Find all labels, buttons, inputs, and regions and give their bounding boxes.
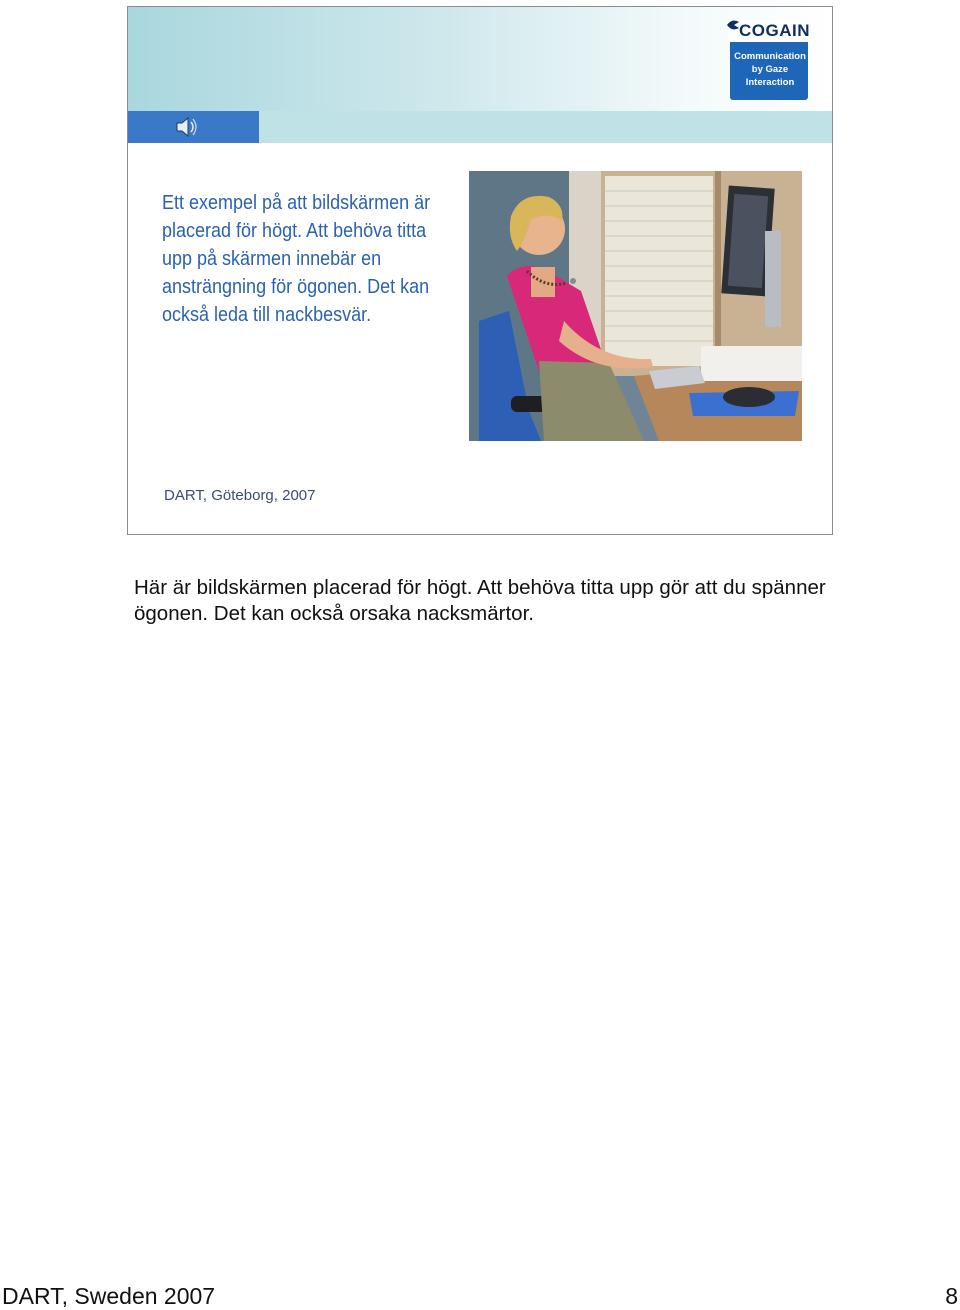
slide-body-text: Ett exempel på att bildskärmen är placerad för högt. Att behöva titta upp på skärmen innebär en ansträngning för ögonen. Det kan också leda till nackbesvär. [162, 192, 431, 326]
page-number: 8 [945, 1283, 958, 1309]
cogain-logo [725, 16, 811, 98]
speaker-notes: Här är bildskärmen placerad för högt. Att behöva titta upp gör att du spänner ögonen. Det kan också orsaka nacksmärtor. [134, 576, 826, 625]
slide [127, 6, 833, 535]
workstation-photo [469, 171, 802, 441]
slide-footer: DART, Göteborg, 2007 [164, 487, 316, 504]
speaker-icon[interactable] [172, 113, 200, 141]
page-footer: DART, Sweden 2007 [2, 1283, 216, 1309]
logo-name: COGAIN [739, 21, 810, 40]
slide-header-bar-light [259, 111, 832, 143]
logo-tagline: Communication by Gaze Interaction [734, 51, 806, 88]
